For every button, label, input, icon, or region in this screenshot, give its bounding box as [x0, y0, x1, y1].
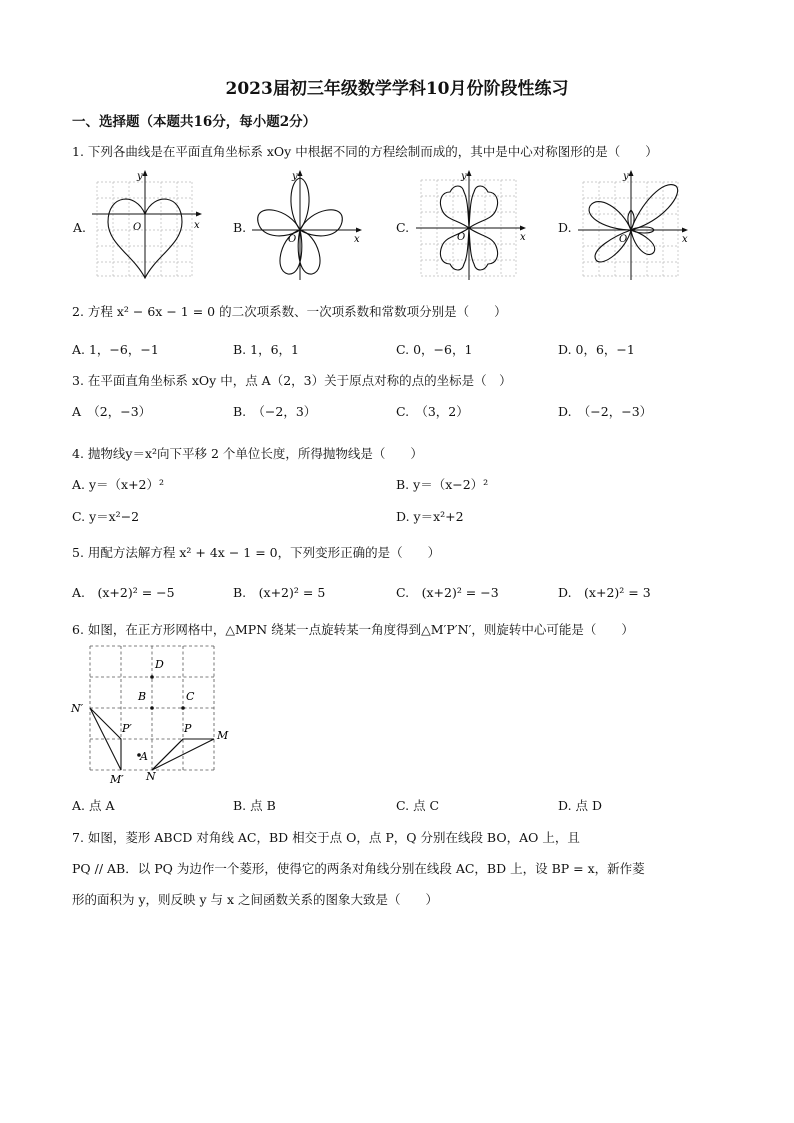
- q3-option-c: C. （3，2）: [396, 404, 469, 419]
- q6-label-a: A: [140, 750, 148, 763]
- q1d-origin-label: O: [619, 234, 628, 245]
- q4-option-d: D. y＝x²+2: [396, 509, 464, 524]
- q6-label-d: D: [155, 658, 164, 671]
- q5-option-b: B. (x+2)² = 5: [233, 585, 326, 600]
- q2-option-a: A. 1，−6，−1: [72, 342, 159, 357]
- q1-graph-d-butterfly: [578, 170, 690, 280]
- q1c-origin-label: O: [457, 232, 466, 243]
- q1-graph-b-rose: [252, 170, 364, 280]
- q6-label-n: N: [146, 770, 156, 783]
- q4-option-a: A. y＝（x+2）²: [72, 477, 165, 492]
- question-7-line-3: 形的面积为 y，则反映 y 与 x 之间函数关系的图象大致是（ ）: [72, 892, 439, 907]
- q1b-x-label: x: [354, 234, 360, 245]
- q1d-y-label: y: [623, 171, 629, 182]
- q5-option-c: C. (x+2)² = −3: [396, 585, 499, 600]
- q1-label-d: D.: [558, 220, 572, 235]
- q1-label-b: B.: [233, 220, 247, 235]
- q2-option-c: C. 0，−6，1: [396, 342, 473, 357]
- q1d-x-label: x: [682, 234, 688, 245]
- q5-option-a: A. (x+2)² = −5: [72, 585, 175, 600]
- q6-option-a: A. 点 A: [72, 798, 115, 813]
- q2-option-b: B. 1，6，1: [233, 342, 299, 357]
- q6-label-m: M: [217, 729, 229, 742]
- question-6-stem: 6. 如图，在正方形网格中，△MPN 绕某一点旋转某一角度得到△M′P′N′，则旋转中心可能是（ ）: [72, 622, 634, 637]
- q1a-origin-label: O: [133, 222, 142, 233]
- q3-option-b: B. （−2，3）: [233, 404, 317, 419]
- q3-option-a: A （2，−3）: [72, 404, 152, 419]
- q6-option-b: B. 点 B: [233, 798, 276, 813]
- q6-grid-figure: [70, 640, 230, 788]
- section-heading: 一、选择题（本题共16分，每小题2分）: [72, 114, 317, 130]
- q6-option-d: D. 点 D: [558, 798, 603, 813]
- q5-option-d: D. (x+2)² = 3: [558, 585, 651, 600]
- q1-graph-a-heart: [92, 170, 204, 280]
- q6-label-p-prime: P′: [122, 722, 132, 735]
- q1b-y-label: y: [292, 171, 298, 182]
- q1b-origin-label: O: [288, 234, 297, 245]
- q4-option-c: C. y＝x²−2: [72, 509, 140, 524]
- question-2-stem: 2. 方程 x² − 6x − 1 = 0 的二次项系数、一次项系数和常数项分别是（ ）: [72, 304, 507, 319]
- question-4-stem: 4. 抛物线y＝x²向下平移 2 个单位长度，所得抛物线是（ ）: [72, 446, 423, 461]
- q1-label-a: A.: [73, 220, 87, 235]
- q6-label-n-prime: N′: [71, 702, 84, 715]
- question-7-line-2: PQ // AB．以 PQ 为边作一个菱形，使得它的两条对角线分别在线段 AC，BD 上，设 BP = x，新作菱: [72, 861, 645, 876]
- q6-label-p: P: [184, 722, 192, 735]
- q1c-y-label: y: [461, 171, 467, 182]
- q1c-x-label: x: [520, 232, 526, 243]
- question-1-stem: 1. 下列各曲线是在平面直角坐标系 xOy 中根据不同的方程绘制而成的，其中是中心对称图形的是（ ）: [72, 144, 658, 159]
- q6-option-c: C. 点 C: [396, 798, 440, 813]
- q1a-y-label: y: [137, 171, 143, 182]
- q6-label-b: B: [138, 690, 147, 703]
- q1a-x-label: x: [194, 220, 200, 231]
- q6-label-c: C: [186, 690, 195, 703]
- q4-option-b: B. y＝（x−2）²: [396, 477, 489, 492]
- page-title: 2023届初三年级数学学科10月份阶段性练习: [225, 79, 569, 99]
- question-3-stem: 3. 在平面直角坐标系 xOy 中，点 A（2，3）关于原点对称的点的坐标是（ ）: [72, 373, 512, 388]
- q1-label-c: C.: [396, 220, 410, 235]
- q6-label-m-prime: M′: [110, 773, 124, 786]
- q2-option-d: D. 0，6，−1: [558, 342, 635, 357]
- q3-option-d: D. （−2，−3）: [558, 404, 653, 419]
- question-5-stem: 5. 用配方法解方程 x² + 4x − 1 = 0，下列变形正确的是（ ）: [72, 545, 441, 560]
- question-7-line-1: 7. 如图，菱形 ABCD 对角线 AC，BD 相交于点 O，点 P，Q 分别在线段 BO，AO 上，且: [72, 830, 580, 845]
- q1-graph-c-hearts: [416, 170, 528, 280]
